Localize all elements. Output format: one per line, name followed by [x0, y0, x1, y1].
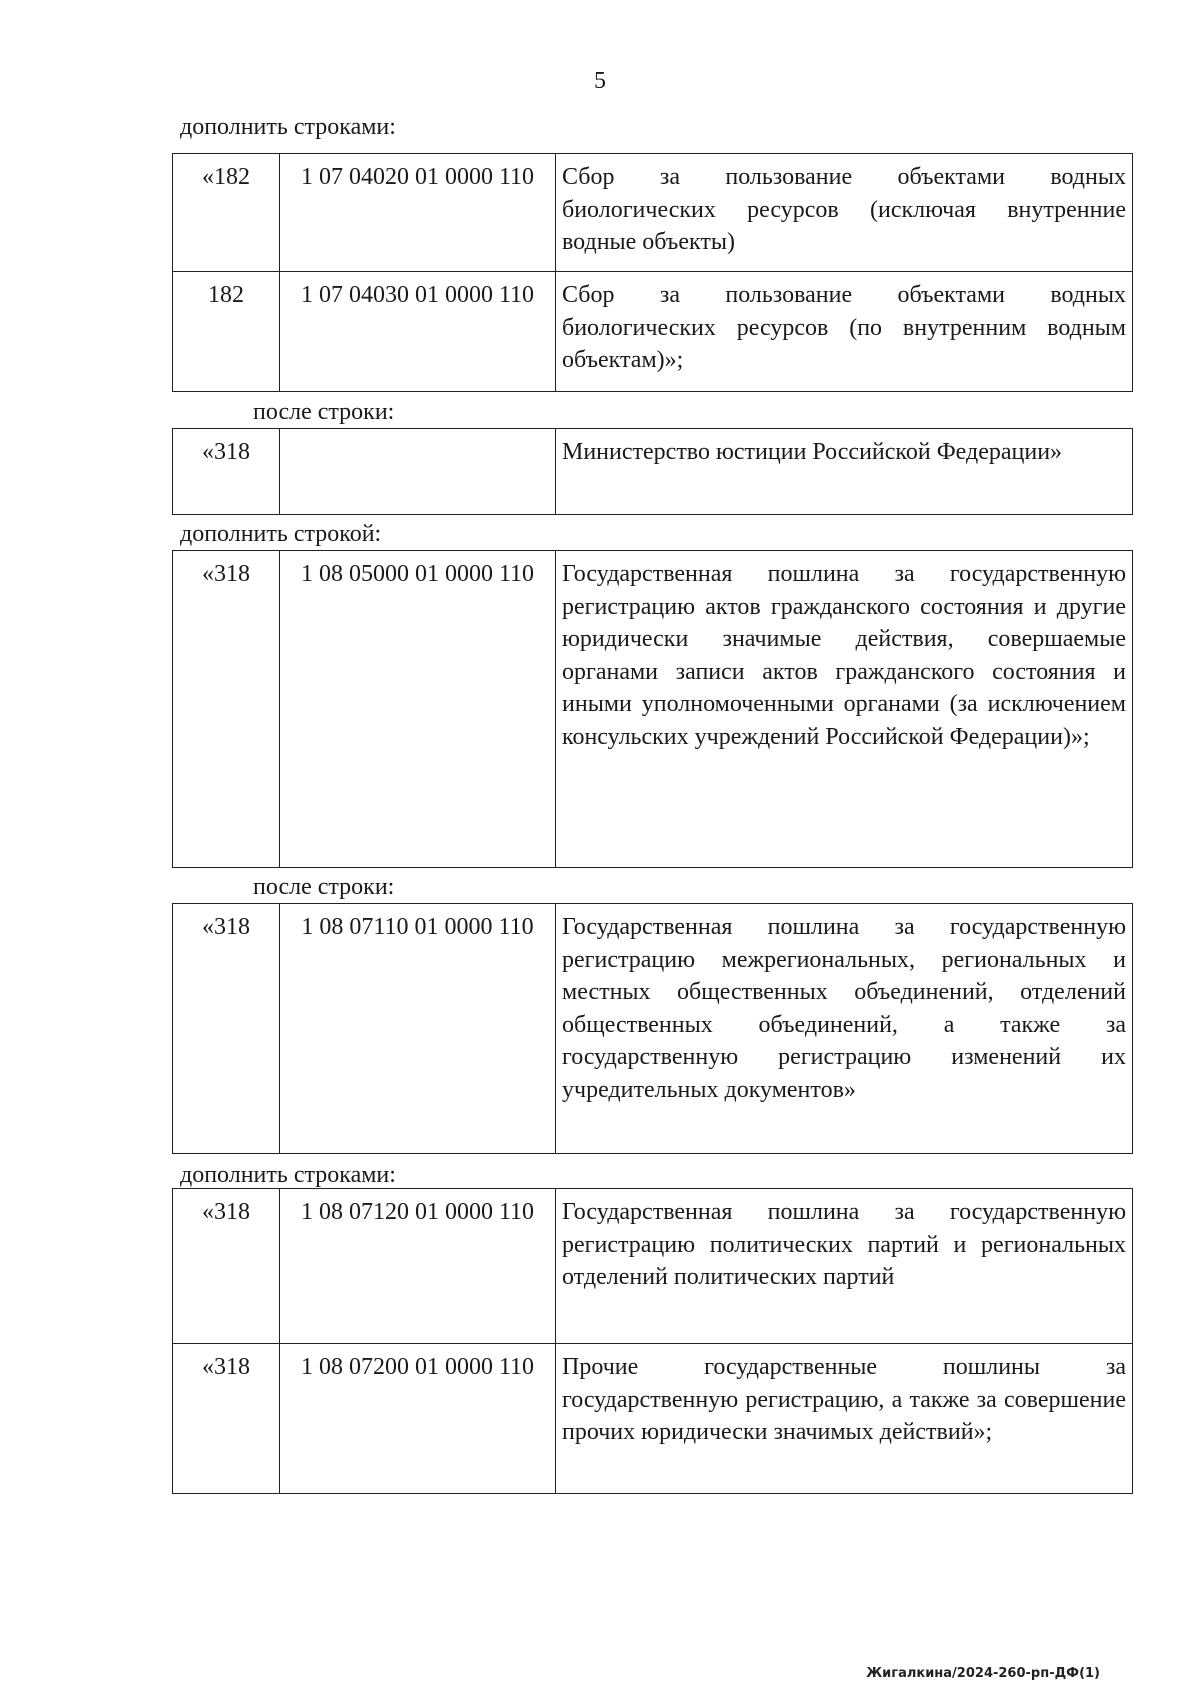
code-cell: «318	[173, 1189, 280, 1344]
code-cell: «318	[173, 551, 280, 868]
table-block-3	[172, 550, 1133, 868]
table-block-4	[172, 903, 1133, 1154]
table-row	[173, 551, 1133, 868]
table-row	[173, 1189, 1133, 1344]
table-block-5	[172, 1188, 1133, 1494]
kbk-cell: 1 07 04020 01 0000 110	[280, 154, 556, 272]
table-row	[173, 1344, 1133, 1494]
name-cell: Государственная пошлина за государственную регистрацию политических партий и региональных отделений политических партий	[556, 1189, 1133, 1344]
kbk-cell: 1 08 07120 01 0000 110	[280, 1189, 556, 1344]
instruction-after-row: после строки:	[253, 399, 395, 425]
name-cell: Государственная пошлина за государственную регистрацию межрегиональных, региональных и местных общественных объединений, отделений общественных объединений, а также за государственную регистрацию изменений их учредительных документов»	[556, 904, 1133, 1154]
kbk-cell: 1 08 07200 01 0000 110	[280, 1344, 556, 1494]
table-row	[173, 272, 1133, 392]
kbk-cell: 1 08 05000 01 0000 110	[280, 551, 556, 868]
code-cell: «318	[173, 904, 280, 1154]
page-number: 5	[594, 68, 606, 94]
code-cell: «318	[173, 1344, 280, 1494]
table-block-2	[172, 428, 1133, 515]
table-block-1	[172, 153, 1133, 392]
kbk-cell: 1 07 04030 01 0000 110	[280, 272, 556, 392]
table-row	[173, 429, 1133, 515]
instruction-add-row: дополнить строкой:	[180, 521, 382, 547]
code-cell: 182	[173, 272, 280, 392]
code-cell: «318	[173, 429, 280, 515]
name-cell: Сбор за пользование объектами водных биологических ресурсов (по внутренним водным объектам)»;	[556, 272, 1133, 392]
instruction-add-rows: дополнить строками:	[180, 1162, 396, 1188]
name-cell: Сбор за пользование объектами водных биологических ресурсов (исключая внутренние водные объекты)	[556, 154, 1133, 272]
instruction-after-row: после строки:	[253, 874, 395, 900]
name-cell: Государственная пошлина за государственную регистрацию актов гражданского состояния и другие юридически значимые действия, совершаемые органами записи актов гражданского состояния и иными уполномоченными органами (за исключением консульских учреждений Российской Федерации)»;	[556, 551, 1133, 868]
table-row	[173, 154, 1133, 272]
code-cell: «182	[173, 154, 280, 272]
name-cell: Министерство юстиции Российской Федерации»	[556, 429, 1133, 515]
name-cell: Прочие государственные пошлины за государственную регистрацию, а также за совершение прочих юридически значимых действий»;	[556, 1344, 1133, 1494]
footer-stamp: Жигалкина/2024-260-рп-ДФ(1)	[866, 1666, 1100, 1681]
kbk-cell	[280, 429, 556, 515]
instruction-add-rows: дополнить строками:	[180, 114, 396, 140]
table-row	[173, 904, 1133, 1154]
kbk-cell: 1 08 07110 01 0000 110	[280, 904, 556, 1154]
